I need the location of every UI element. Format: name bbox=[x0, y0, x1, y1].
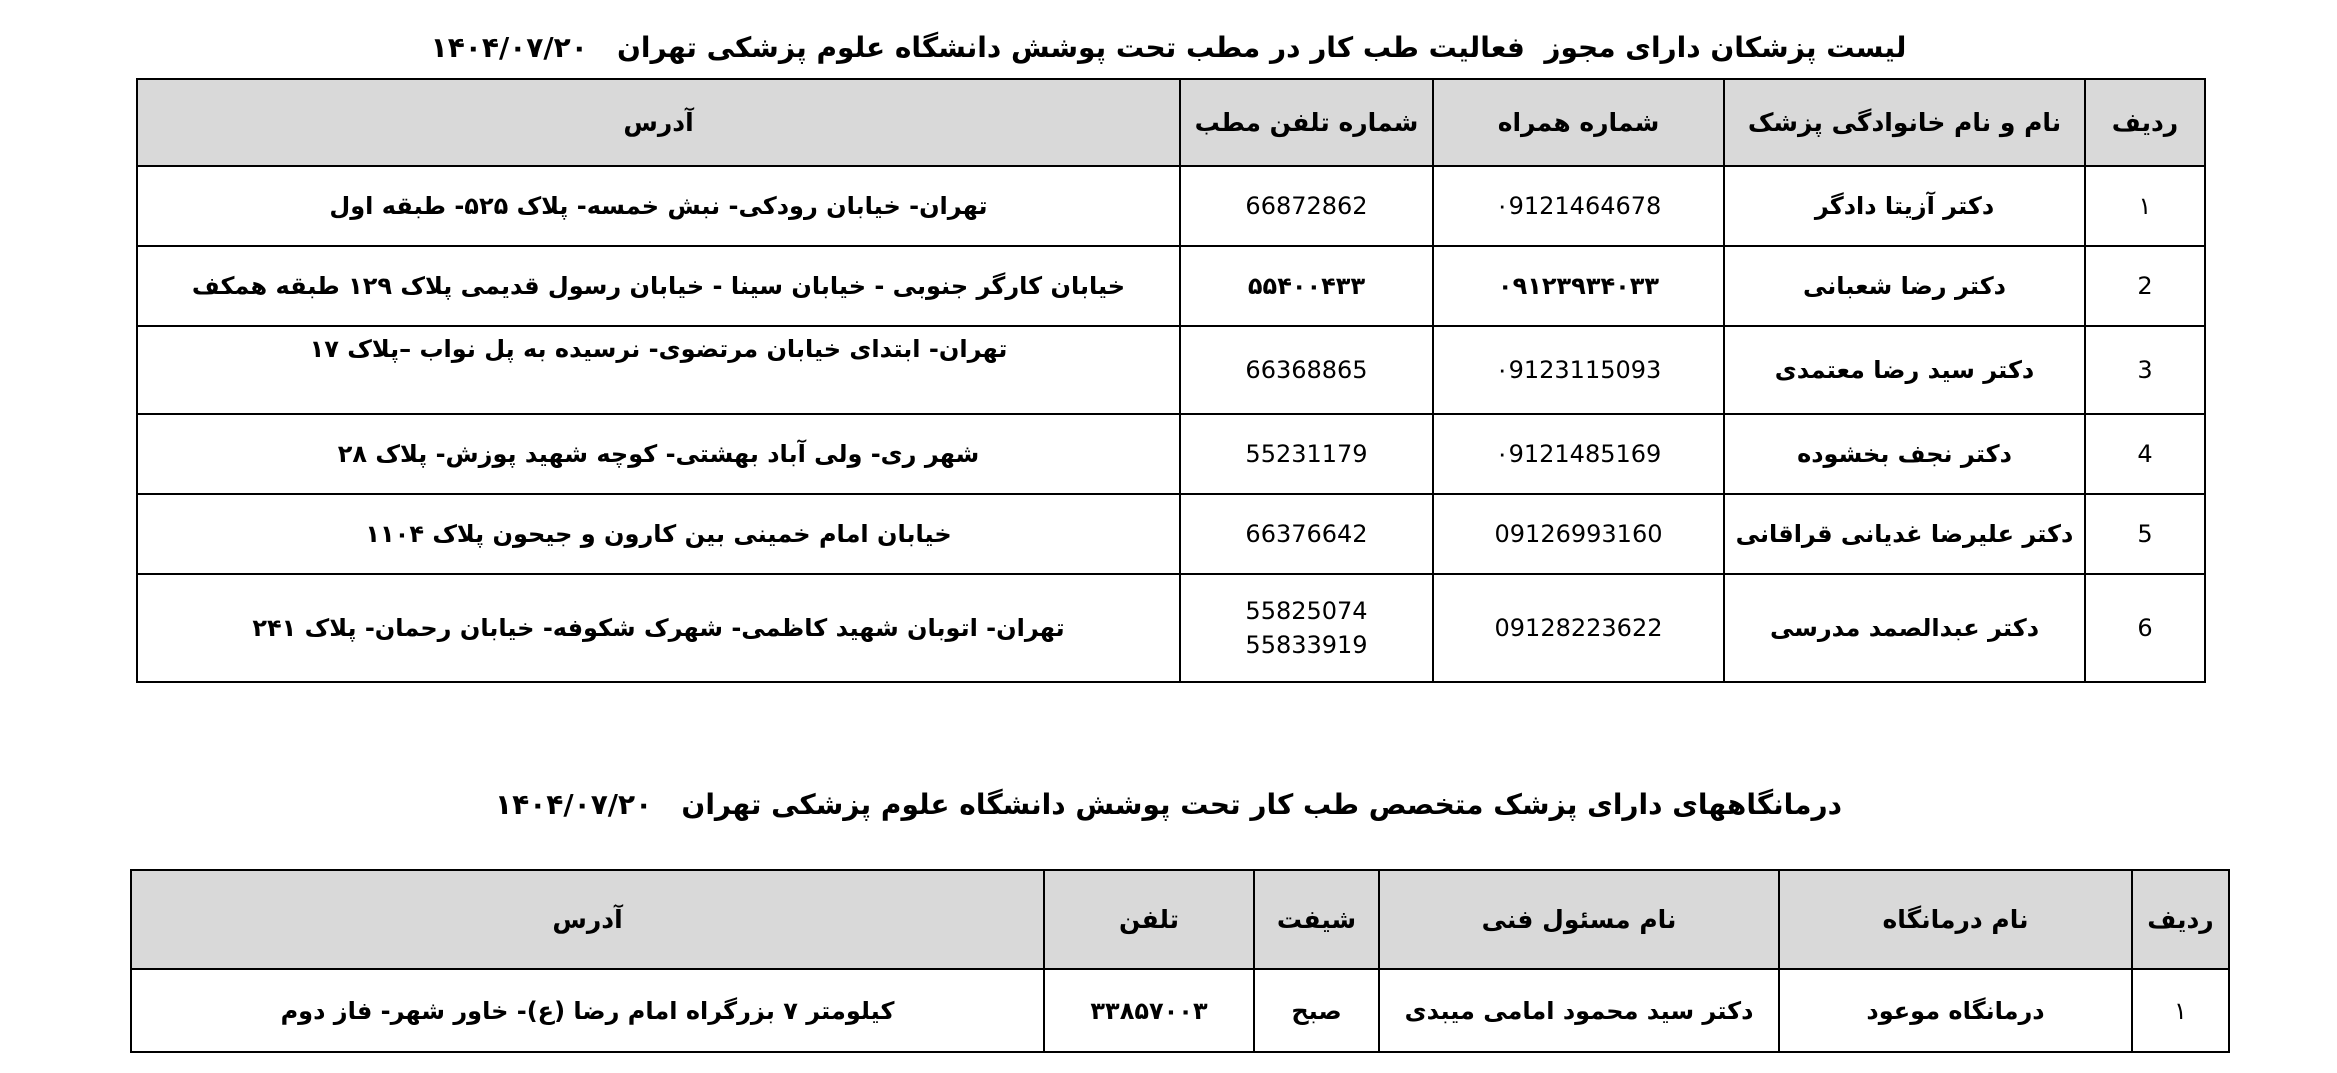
doctor-name: دکتر آزیتا دادگر bbox=[1724, 166, 2085, 246]
header-doctor-name: نام و نام خانوادگی پزشک bbox=[1724, 79, 2085, 166]
office-phone: 66368865 bbox=[1180, 326, 1433, 414]
table-row bbox=[131, 969, 2229, 1052]
office-phone: ۵۵۴۰۰۴۳۳ bbox=[1180, 246, 1433, 326]
row-number: 4 bbox=[2085, 414, 2205, 494]
doctor-name: دکتر سید رضا معتمدی bbox=[1724, 326, 2085, 414]
table-row bbox=[137, 414, 2205, 494]
header-office-phone: شماره تلفن مطب bbox=[1180, 79, 1433, 166]
address: خیابان امام خمینی بین کارون و جیحون پلاک ۱۱۰۴ bbox=[137, 494, 1180, 574]
header-technical-officer: نام مسئول فنی bbox=[1379, 870, 1779, 969]
address: کیلومتر ۷ بزرگراه امام رضا (ع)- خاور شهر- فاز دوم bbox=[131, 969, 1044, 1052]
table-row bbox=[137, 574, 2205, 682]
address: تهران- خیابان رودکی- نبش خمسه- پلاک ۵۲۵- طبقه اول bbox=[137, 166, 1180, 246]
address: تهران- ابتدای خیابان مرتضوی- نرسیده به پل نواب –پلاک ۱۷ bbox=[137, 326, 1180, 414]
office-phone: 55825074 bbox=[1245, 597, 1368, 625]
row-number: ۱ bbox=[2132, 969, 2229, 1052]
doctor-name: دکتر نجف بخشوده bbox=[1724, 414, 2085, 494]
doctors-list-title: لیست پزشکان دارای مجوز فعالیت طب کار در مطب تحت پوشش دانشگاه علوم پزشکی تهران ۱۴۰۴/۰۷/۲۰ bbox=[430, 31, 1907, 64]
table-row bbox=[137, 326, 2205, 414]
mobile-number: ۰9123115093 bbox=[1433, 326, 1724, 414]
doctors-header-row bbox=[137, 79, 2205, 166]
office-phone: 66872862 bbox=[1180, 166, 1433, 246]
office-phone: 55231179 bbox=[1180, 414, 1433, 494]
shift: صبح bbox=[1254, 969, 1379, 1052]
clinics-list-title: درمانگاههای دارای پزشک متخصص طب کار تحت پوشش دانشگاه علوم پزشکی تهران ۱۴۰۴/۰۷/۲۰ bbox=[495, 788, 1842, 821]
doctor-name: دکتر رضا شعبانی bbox=[1724, 246, 2085, 326]
header-address: آدرس bbox=[137, 79, 1180, 166]
mobile-number: ۰۹۱۲۳۹۳۴۰۳۳ bbox=[1433, 246, 1724, 326]
mobile-number: 09128223622 bbox=[1433, 574, 1724, 682]
header-address: آدرس bbox=[131, 870, 1044, 969]
header-row-number: ردیف bbox=[2085, 79, 2205, 166]
mobile-number: 09126993160 bbox=[1433, 494, 1724, 574]
table-row bbox=[137, 246, 2205, 326]
row-number: 2 bbox=[2085, 246, 2205, 326]
address: شهر ری- ولی آباد بهشتی- کوچه شهید پوزش- پلاک ۲۸ bbox=[137, 414, 1180, 494]
doctor-name: دکتر عبدالصمد مدرسی bbox=[1724, 574, 2085, 682]
mobile-number: ۰9121485169 bbox=[1433, 414, 1724, 494]
row-number: 5 bbox=[2085, 494, 2205, 574]
header-mobile: شماره همراه bbox=[1433, 79, 1724, 166]
header-row-number: ردیف bbox=[2132, 870, 2229, 969]
header-clinic-name: نام درمانگاه bbox=[1779, 870, 2132, 969]
header-phone: تلفن bbox=[1044, 870, 1254, 969]
technical-officer-name: دکتر سید محمود امامی میبدی bbox=[1379, 969, 1779, 1052]
mobile-number: ۰9121464678 bbox=[1433, 166, 1724, 246]
row-number: 6 bbox=[2085, 574, 2205, 682]
office-phone-cell bbox=[1180, 574, 1433, 682]
header-shift: شیفت bbox=[1254, 870, 1379, 969]
doctor-name: دکتر علیرضا غدیانی قراقانی bbox=[1724, 494, 2085, 574]
clinic-phone: ۳۳۸۵۷۰۰۳ bbox=[1044, 969, 1254, 1052]
row-number: ۱ bbox=[2085, 166, 2205, 246]
table-row bbox=[137, 494, 2205, 574]
address: تهران- اتوبان شهید کاظمی- شهرک شکوفه- خیابان رحمان- پلاک ۲۴۱ bbox=[137, 574, 1180, 682]
address: خیابان کارگر جنوبی - خیابان سینا - خیابان رسول قدیمی پلاک ۱۲۹ طبقه همکف bbox=[137, 246, 1180, 326]
table-row bbox=[137, 166, 2205, 246]
clinics-header-row bbox=[131, 870, 2229, 969]
doctors-table bbox=[136, 78, 2206, 683]
clinics-table bbox=[130, 869, 2230, 1053]
office-phone: 66376642 bbox=[1180, 494, 1433, 574]
office-phone-secondary: 55833919 bbox=[1245, 631, 1368, 659]
row-number: 3 bbox=[2085, 326, 2205, 414]
clinic-name: درمانگاه موعود bbox=[1779, 969, 2132, 1052]
